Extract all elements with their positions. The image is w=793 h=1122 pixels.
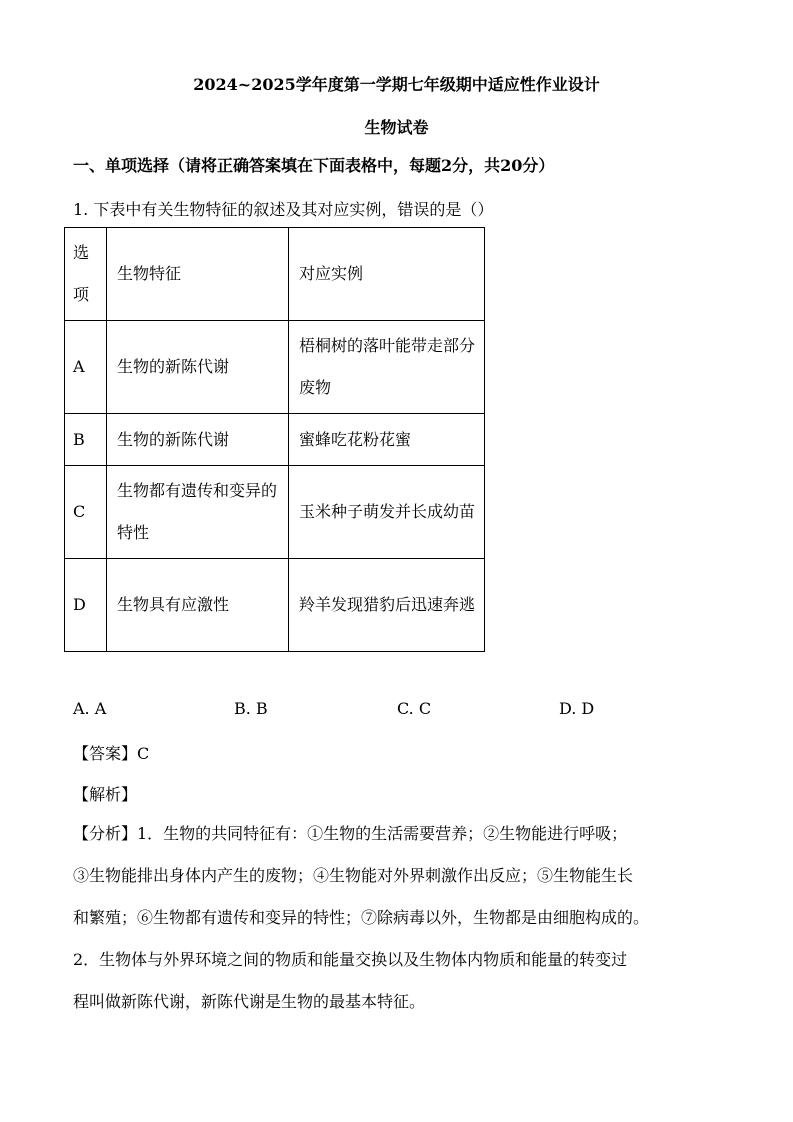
table-cell-example: 梧桐树的落叶能带走部分废物 xyxy=(289,321,485,414)
analysis-line: ③生物能排出身体内产生的废物；④生物能对外界刺激作出反应；⑤生物能生长 xyxy=(73,866,634,885)
table-header-cell: 生物特征 xyxy=(107,228,289,321)
page-title: 2024~2025学年度第一学期七年级期中适应性作业设计 xyxy=(193,75,600,94)
table-header-cell xyxy=(65,228,107,321)
table-cell-feature: 生物具有应激性 xyxy=(107,559,289,652)
analysis-line: 【分析】1．生物的共同特征有：①生物的生活需要营养；②生物能进行呼吸； xyxy=(73,824,628,843)
table-cell-example: 羚羊发现猎豹后迅速奔逃 xyxy=(289,559,485,652)
table-row xyxy=(65,321,485,414)
question-stem: 1. 下表中有关生物特征的叙述及其对应实例，错误的是（） xyxy=(73,200,494,219)
table-header-row xyxy=(65,228,485,321)
page-subtitle: 生物试卷 xyxy=(364,118,429,137)
table-cell-option: B xyxy=(65,414,107,466)
table-row xyxy=(65,414,485,466)
table-cell-example: 玉米种子萌发并长成幼苗 xyxy=(289,466,485,559)
table-cell-feature: 生物的新陈代谢 xyxy=(107,414,289,466)
section-heading: 一、单项选择（请将正确答案填在下面表格中，每题2分，共20分） xyxy=(73,156,555,175)
answer-choices xyxy=(73,699,773,723)
table-cell-feature: 生物的新陈代谢 xyxy=(107,321,289,414)
table-cell-example: 蜜蜂吃花粉花蜜 xyxy=(289,414,485,466)
analysis-label: 【解析】 xyxy=(73,785,138,804)
table-cell-option: D xyxy=(65,559,107,652)
table-header-cell: 对应实例 xyxy=(289,228,485,321)
analysis-line: 程叫做新陈代谢，新陈代谢是生物的最基本特征。 xyxy=(73,992,426,1011)
choice-d: D. D xyxy=(559,699,595,718)
table-row xyxy=(65,466,485,559)
table-cell-feature: 生物都有遗传和变异的特性 xyxy=(107,466,289,559)
answer-label: 【答案】C xyxy=(73,744,150,763)
choice-c: C. C xyxy=(397,699,432,718)
table-cell-option: A xyxy=(65,321,107,414)
header-option-char-1: 选 xyxy=(73,243,90,262)
header-option-char-2: 项 xyxy=(73,285,90,304)
table-cell-option: C xyxy=(65,466,107,559)
choice-a: A. A xyxy=(73,699,107,718)
analysis-line: 2．生物体与外界环境之间的物质和能量交换以及生物体内物质和能量的转变过 xyxy=(73,950,628,969)
question-table xyxy=(64,227,485,652)
analysis-line: 和繁殖；⑥生物都有遗传和变异的特性；⑦除病毒以外，生物都是由细胞构成的。 xyxy=(73,908,650,927)
choice-b: B. B xyxy=(234,699,268,718)
table-row xyxy=(65,559,485,652)
